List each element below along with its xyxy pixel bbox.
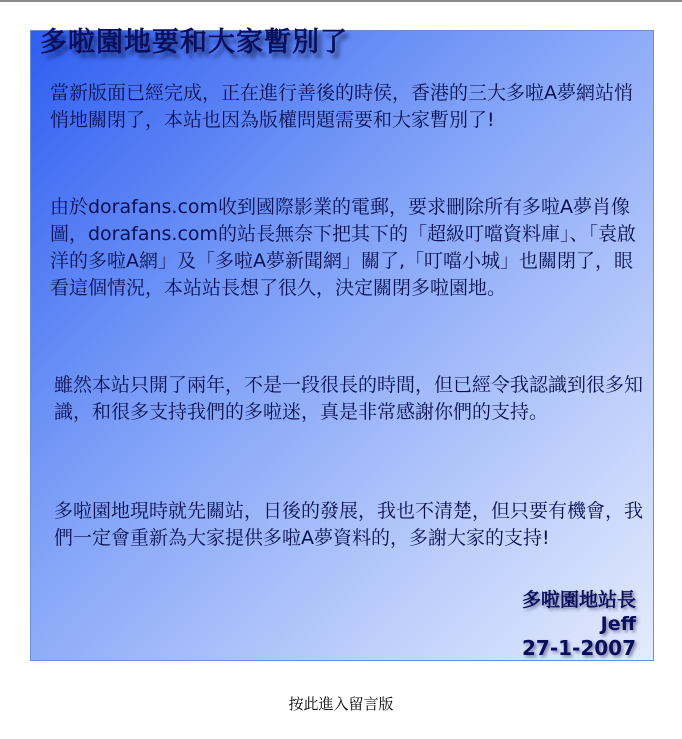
notice-paragraph-1: 當新版面已經完成，正在進行善後的時侯，香港的三大多啦A夢網站悄悄地關閉了，本站也因為版權問題需要和大家暫別了! <box>50 82 633 131</box>
notice-paragraph-2: 由於dorafans.com收到國際影業的電郵，要求刪除所有多啦A夢肖像圖，dorafans.com的站長無奈下把其下的「超級叮噹資料庫」、「袁啟洋的多啦A網」及「多啦A夢新聞網」關了,「叮噹小城」也關閉了，眼看這個情況，本站站長想了很久，決定關閉多啦園地。 <box>50 196 637 299</box>
notice-paragraph-3: 雖然本站只開了兩年，不是一段很長的時間，但已經令我認識到很多知識，和很多支持我們的多啦迷，真是非常感謝你們的支持。 <box>54 374 644 423</box>
signature-name: Jeff <box>600 613 636 635</box>
guestbook-link[interactable]: 按此進入留言版 <box>288 695 394 713</box>
notice-title: 多啦園地要和大家暫別了 <box>40 27 348 58</box>
signature-date: 27-1-2007 <box>521 636 636 660</box>
top-divider <box>0 0 682 2</box>
notice-paragraph-4: 多啦園地現時就先關站，日後的發展，我也不清楚，但只要有機會，我們一定會重新為大家提供多啦A夢資料的，多謝大家的支持! <box>54 500 644 549</box>
signature-role: 多啦園地站長 <box>521 589 636 611</box>
